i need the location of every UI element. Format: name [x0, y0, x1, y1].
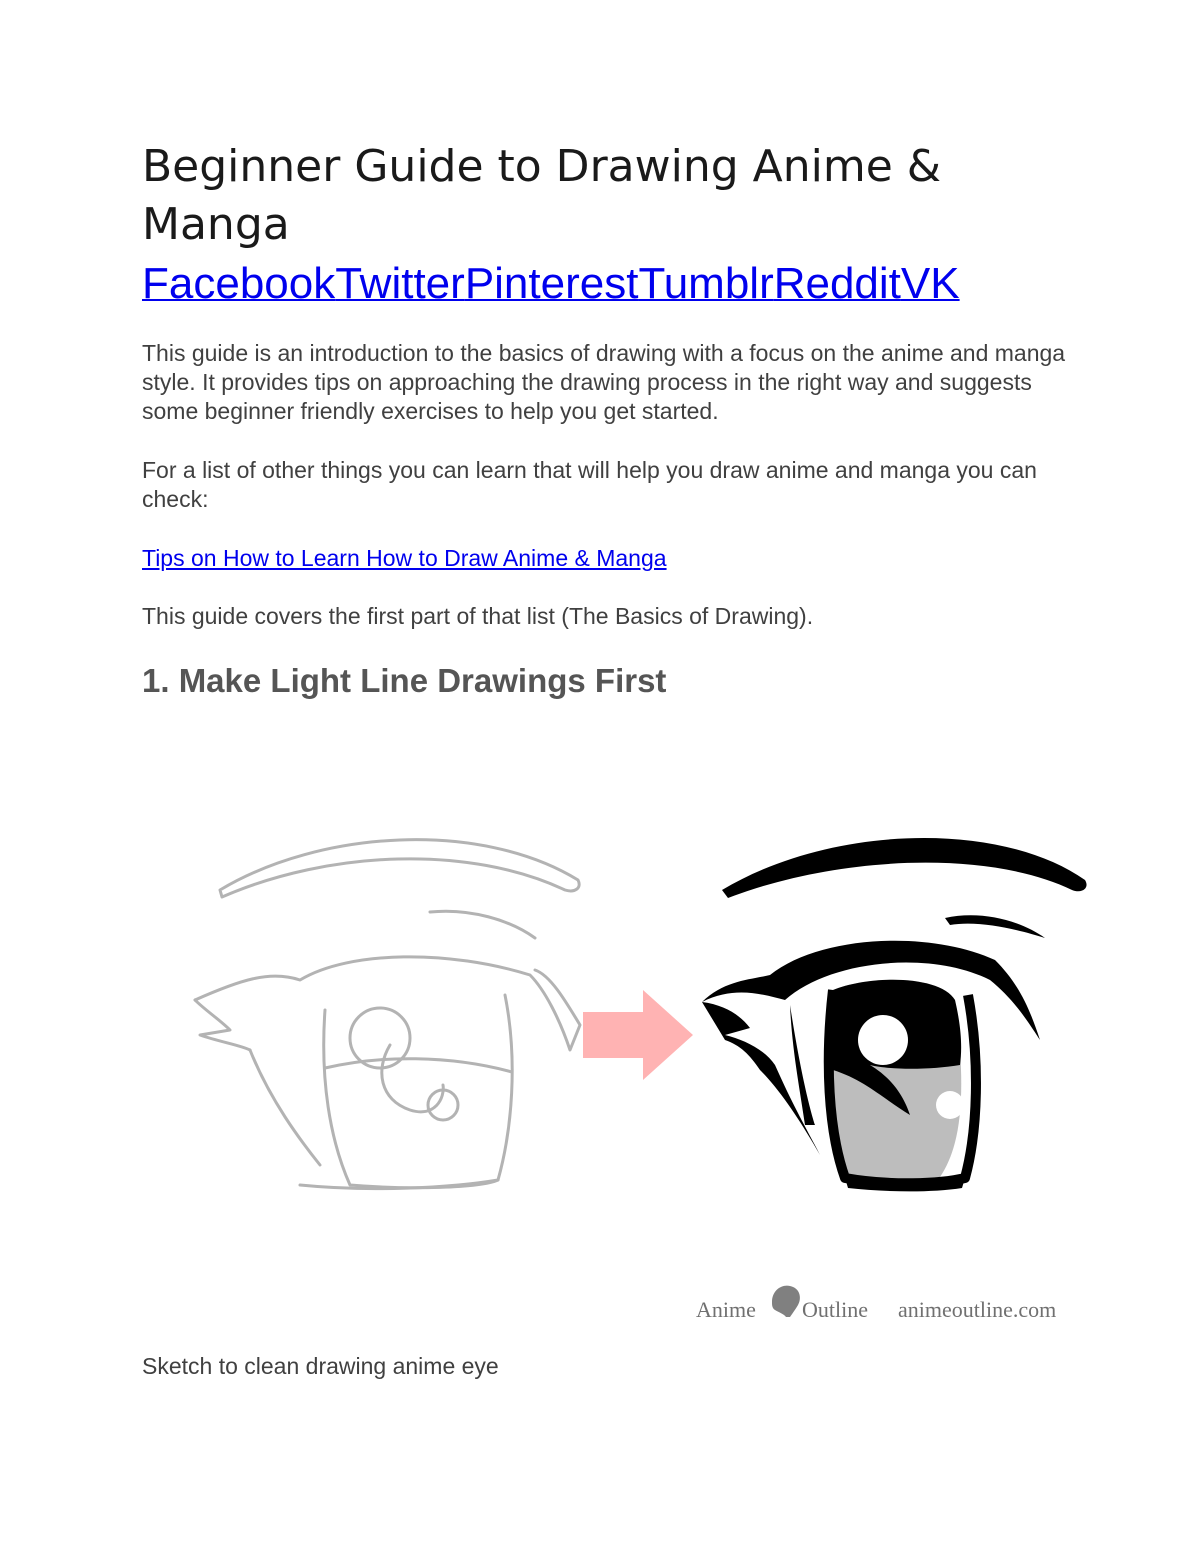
- clean-highlight-large: [858, 1015, 908, 1065]
- share-link-facebook[interactable]: Facebook: [142, 259, 336, 308]
- tips-link[interactable]: Tips on How to Learn How to Draw Anime & Manga: [142, 545, 667, 571]
- list-intro-paragraph: For a list of other things you can learn that will help you draw anime and manga you can check:: [142, 457, 1037, 512]
- share-link-tumblr[interactable]: Tumblr: [638, 259, 774, 308]
- figure-caption: Sketch to clean drawing anime eye: [142, 1353, 499, 1379]
- share-link-twitter[interactable]: Twitter: [335, 259, 465, 308]
- eye-illustration: [150, 780, 1150, 1340]
- share-link-reddit[interactable]: Reddit: [773, 259, 901, 308]
- watermark-url: animeoutline.com: [898, 1297, 1057, 1322]
- clean-eyebrow: [722, 838, 1087, 898]
- share-link-pinterest[interactable]: Pinterest: [464, 259, 639, 308]
- watermark-logo: [696, 1286, 1056, 1322]
- arrow-icon: [583, 990, 693, 1080]
- watermark-head-icon: [772, 1286, 800, 1317]
- watermark-brand-left: Anime: [696, 1297, 756, 1322]
- sketch-crease: [430, 911, 535, 938]
- sketch-eye: [195, 840, 580, 1189]
- sketch-upper-lid: [195, 957, 580, 1050]
- clean-eye: [702, 838, 1087, 1191]
- page-title: Beginner Guide to Drawing Anime & Manga: [142, 141, 942, 250]
- sketch-eyebrow: [220, 840, 579, 897]
- share-links: [142, 256, 960, 312]
- watermark-brand-right: Outline: [802, 1297, 868, 1322]
- section-heading: 1. Make Light Line Drawings First: [142, 662, 667, 699]
- intro-paragraph: This guide is an introduction to the basics of drawing with a focus on the anime and manga style. It provides tips on approaching the drawing process in the right way and suggests some beginner friendly exercises to help you get started.: [142, 340, 1066, 424]
- share-link-vk[interactable]: VK: [900, 259, 960, 308]
- clean-highlight-small: [936, 1091, 964, 1119]
- covers-paragraph: This guide covers the first part of that list (The Basics of Drawing).: [142, 603, 814, 629]
